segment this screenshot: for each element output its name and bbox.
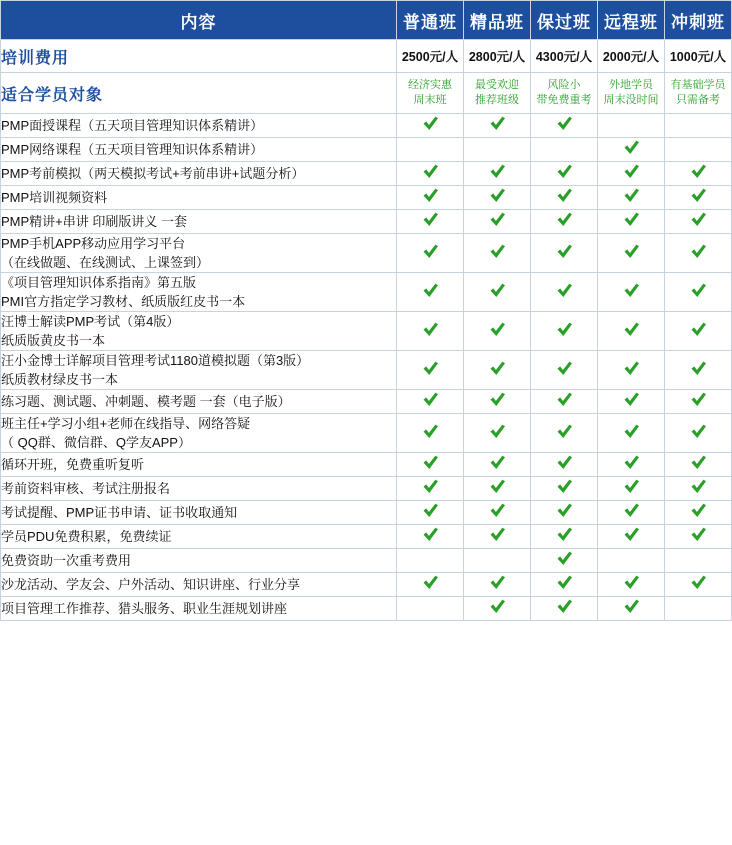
price-putong: 2500元/人 bbox=[397, 40, 464, 73]
feature-label bbox=[1, 477, 397, 501]
feature-label bbox=[1, 312, 397, 351]
feature-label bbox=[1, 414, 397, 453]
cell-included bbox=[397, 573, 464, 597]
check-icon bbox=[622, 573, 640, 591]
cell-included bbox=[464, 597, 531, 621]
check-icon bbox=[421, 390, 439, 408]
column-header-putong: 普通班 bbox=[397, 1, 464, 40]
check-icon bbox=[421, 453, 439, 471]
cell-included bbox=[531, 477, 598, 501]
feature-label-line: 汪博士解读PMP考试（第4版） bbox=[1, 314, 180, 329]
cell-included bbox=[598, 501, 665, 525]
check-icon bbox=[689, 210, 707, 228]
cell-included bbox=[464, 312, 531, 351]
cell-included bbox=[665, 414, 732, 453]
cell-included bbox=[531, 501, 598, 525]
feature-label bbox=[1, 597, 397, 621]
feature-label bbox=[1, 186, 397, 210]
cell-included bbox=[598, 312, 665, 351]
check-icon bbox=[689, 281, 707, 299]
header-row bbox=[1, 1, 732, 40]
check-icon bbox=[622, 242, 640, 260]
check-icon bbox=[689, 453, 707, 471]
cell-included bbox=[598, 138, 665, 162]
cell-empty bbox=[397, 549, 464, 573]
check-icon bbox=[488, 501, 506, 519]
table-row bbox=[1, 390, 732, 414]
column-header-chongci: 冲刺班 bbox=[665, 1, 732, 40]
cell-empty bbox=[665, 549, 732, 573]
feature-label-line: （ QQ群、微信群、Q学友APP） bbox=[1, 435, 191, 450]
feature-label-line: 免费资助一次重考费用 bbox=[1, 553, 132, 568]
audience-baoguo: 风险小 带免费重考 bbox=[531, 73, 598, 114]
price-row bbox=[1, 40, 732, 73]
audience-jingpin: 最受欢迎 推荐班级 bbox=[464, 73, 531, 114]
feature-label-line: （在线做题、在线测试、上课签到） bbox=[1, 255, 210, 270]
feature-label bbox=[1, 525, 397, 549]
cell-included bbox=[598, 573, 665, 597]
check-icon bbox=[689, 525, 707, 543]
check-icon bbox=[488, 573, 506, 591]
cell-included bbox=[598, 453, 665, 477]
cell-included bbox=[665, 210, 732, 234]
cell-empty bbox=[397, 138, 464, 162]
check-icon bbox=[689, 186, 707, 204]
cell-included bbox=[531, 549, 598, 573]
check-icon bbox=[622, 210, 640, 228]
cell-included bbox=[665, 234, 732, 273]
cell-included bbox=[531, 273, 598, 312]
check-icon bbox=[622, 525, 640, 543]
cell-included bbox=[665, 186, 732, 210]
cell-included bbox=[598, 234, 665, 273]
check-icon bbox=[555, 359, 573, 377]
cell-included bbox=[598, 351, 665, 390]
cell-included bbox=[397, 453, 464, 477]
feature-label bbox=[1, 162, 397, 186]
check-icon bbox=[555, 390, 573, 408]
column-header-jingpin: 精品班 bbox=[464, 1, 531, 40]
price-yuancheng: 2000元/人 bbox=[598, 40, 665, 73]
cell-included bbox=[464, 453, 531, 477]
check-icon bbox=[622, 453, 640, 471]
check-icon bbox=[555, 162, 573, 180]
check-icon bbox=[622, 162, 640, 180]
cell-included bbox=[397, 525, 464, 549]
feature-label-line: 练习题、测试题、冲刺题、模考题 一套（电子版） bbox=[1, 394, 291, 409]
feature-label-line: PMI官方指定学习教材、纸质版红皮书一本 bbox=[1, 294, 246, 309]
cell-included bbox=[464, 234, 531, 273]
cell-empty bbox=[665, 597, 732, 621]
cell-empty bbox=[464, 138, 531, 162]
price-baoguo: 4300元/人 bbox=[531, 40, 598, 73]
feature-label-line: PMP网络课程（五天项目管理知识体系精讲） bbox=[1, 142, 264, 157]
cell-included bbox=[665, 390, 732, 414]
cell-included bbox=[598, 210, 665, 234]
check-icon bbox=[622, 359, 640, 377]
cell-included bbox=[397, 234, 464, 273]
check-icon bbox=[421, 242, 439, 260]
feature-label bbox=[1, 351, 397, 390]
cell-empty bbox=[598, 114, 665, 138]
table-row bbox=[1, 312, 732, 351]
feature-label-line: 纸质版黄皮书一本 bbox=[1, 333, 106, 348]
audience-yuancheng: 外地学员 周末没时间 bbox=[598, 73, 665, 114]
cell-included bbox=[531, 210, 598, 234]
cell-empty bbox=[464, 549, 531, 573]
cell-included bbox=[464, 186, 531, 210]
cell-included bbox=[598, 414, 665, 453]
table-row bbox=[1, 597, 732, 621]
cell-included bbox=[464, 573, 531, 597]
feature-label bbox=[1, 210, 397, 234]
cell-included bbox=[665, 453, 732, 477]
check-icon bbox=[555, 186, 573, 204]
table-row bbox=[1, 525, 732, 549]
feature-label bbox=[1, 501, 397, 525]
cell-included bbox=[531, 312, 598, 351]
cell-included bbox=[531, 351, 598, 390]
check-icon bbox=[555, 320, 573, 338]
cell-included bbox=[397, 501, 464, 525]
table-row bbox=[1, 186, 732, 210]
cell-included bbox=[531, 234, 598, 273]
cell-included bbox=[665, 477, 732, 501]
cell-included bbox=[397, 186, 464, 210]
check-icon bbox=[421, 525, 439, 543]
cell-included bbox=[531, 414, 598, 453]
feature-label-line: 班主任+学习小组+老师在线指导、网络答疑 bbox=[1, 416, 251, 431]
check-icon bbox=[555, 525, 573, 543]
feature-label bbox=[1, 453, 397, 477]
cell-included bbox=[397, 351, 464, 390]
column-header-feature: 内容 bbox=[1, 1, 397, 40]
feature-label-line: PMP手机APP移动应用学习平台 bbox=[1, 236, 186, 251]
check-icon bbox=[421, 320, 439, 338]
table-row bbox=[1, 477, 732, 501]
table-row bbox=[1, 549, 732, 573]
check-icon bbox=[622, 501, 640, 519]
check-icon bbox=[421, 281, 439, 299]
check-icon bbox=[555, 422, 573, 440]
cell-included bbox=[397, 162, 464, 186]
cell-included bbox=[598, 273, 665, 312]
feature-label bbox=[1, 390, 397, 414]
feature-label bbox=[1, 549, 397, 573]
cell-included bbox=[397, 312, 464, 351]
feature-label bbox=[1, 138, 397, 162]
table-row bbox=[1, 351, 732, 390]
cell-included bbox=[665, 573, 732, 597]
check-icon bbox=[488, 477, 506, 495]
cell-included bbox=[464, 525, 531, 549]
check-icon bbox=[555, 501, 573, 519]
check-icon bbox=[421, 186, 439, 204]
cell-empty bbox=[665, 138, 732, 162]
cell-included bbox=[531, 390, 598, 414]
cell-included bbox=[531, 597, 598, 621]
check-icon bbox=[689, 162, 707, 180]
table-body bbox=[1, 40, 732, 621]
feature-label bbox=[1, 573, 397, 597]
check-icon bbox=[555, 242, 573, 260]
feature-label bbox=[1, 114, 397, 138]
cell-included bbox=[665, 501, 732, 525]
audience-row-label: 适合学员对象 bbox=[1, 73, 397, 114]
check-icon bbox=[421, 162, 439, 180]
check-icon bbox=[689, 573, 707, 591]
check-icon bbox=[488, 422, 506, 440]
cell-included bbox=[464, 273, 531, 312]
table-row bbox=[1, 210, 732, 234]
check-icon bbox=[421, 359, 439, 377]
cell-included bbox=[464, 390, 531, 414]
check-icon bbox=[689, 501, 707, 519]
table-row bbox=[1, 138, 732, 162]
check-icon bbox=[421, 422, 439, 440]
check-icon bbox=[555, 114, 573, 132]
check-icon bbox=[689, 390, 707, 408]
cell-included bbox=[531, 162, 598, 186]
check-icon bbox=[689, 242, 707, 260]
cell-included bbox=[464, 210, 531, 234]
audience-row bbox=[1, 73, 732, 114]
cell-included bbox=[665, 162, 732, 186]
feature-label-line: 项目管理工作推荐、猎头服务、职业生涯规划讲座 bbox=[1, 601, 288, 616]
check-icon bbox=[555, 549, 573, 567]
cell-included bbox=[598, 597, 665, 621]
check-icon bbox=[488, 453, 506, 471]
feature-label-line: 考试提醒、PMP证书申请、证书收取通知 bbox=[1, 505, 238, 520]
feature-label bbox=[1, 234, 397, 273]
price-jingpin: 2800元/人 bbox=[464, 40, 531, 73]
check-icon bbox=[488, 390, 506, 408]
cell-included bbox=[531, 186, 598, 210]
audience-putong: 经济实惠 周末班 bbox=[397, 73, 464, 114]
cell-included bbox=[397, 477, 464, 501]
feature-label-line: PMP培训视频资料 bbox=[1, 190, 108, 205]
cell-included bbox=[598, 162, 665, 186]
check-icon bbox=[689, 359, 707, 377]
check-icon bbox=[689, 477, 707, 495]
column-header-yuancheng: 远程班 bbox=[598, 1, 665, 40]
audience-chongci: 有基础学员 只需备考 bbox=[665, 73, 732, 114]
table-row bbox=[1, 234, 732, 273]
cell-included bbox=[598, 477, 665, 501]
cell-included bbox=[665, 351, 732, 390]
check-icon bbox=[488, 114, 506, 132]
cell-empty bbox=[598, 549, 665, 573]
check-icon bbox=[555, 281, 573, 299]
cell-included bbox=[397, 273, 464, 312]
feature-label-line: PMP精讲+串讲 印刷版讲义 一套 bbox=[1, 214, 187, 229]
check-icon bbox=[488, 162, 506, 180]
check-icon bbox=[622, 477, 640, 495]
check-icon bbox=[488, 281, 506, 299]
cell-included bbox=[464, 501, 531, 525]
cell-included bbox=[531, 573, 598, 597]
cell-included bbox=[397, 210, 464, 234]
cell-included bbox=[464, 114, 531, 138]
cell-included bbox=[665, 273, 732, 312]
cell-included bbox=[531, 114, 598, 138]
table-header bbox=[1, 1, 732, 40]
feature-label-line: 学员PDU免费积累，免费续证 bbox=[1, 529, 172, 544]
table-row bbox=[1, 573, 732, 597]
check-icon bbox=[622, 390, 640, 408]
cell-empty bbox=[531, 138, 598, 162]
check-icon bbox=[488, 210, 506, 228]
check-icon bbox=[622, 422, 640, 440]
check-icon bbox=[622, 597, 640, 615]
cell-included bbox=[665, 525, 732, 549]
feature-label-line: 考前资料审核、考试注册报名 bbox=[1, 481, 171, 496]
cell-included bbox=[464, 477, 531, 501]
cell-included bbox=[598, 186, 665, 210]
feature-label-line: PMP考前模拟（两天模拟考试+考前串讲+试题分析） bbox=[1, 166, 305, 181]
feature-label bbox=[1, 273, 397, 312]
feature-label-line: 循环开班，免费重听复听 bbox=[1, 457, 145, 472]
cell-included bbox=[598, 525, 665, 549]
feature-label-line: 汪小金博士详解项目管理考试1180道模拟题（第3版） bbox=[1, 353, 310, 368]
column-header-baoguo: 保过班 bbox=[531, 1, 598, 40]
price-chongci: 1000元/人 bbox=[665, 40, 732, 73]
check-icon bbox=[488, 242, 506, 260]
table-row bbox=[1, 453, 732, 477]
table-row bbox=[1, 273, 732, 312]
check-icon bbox=[689, 422, 707, 440]
cell-included bbox=[531, 525, 598, 549]
check-icon bbox=[622, 320, 640, 338]
cell-included bbox=[397, 114, 464, 138]
cell-included bbox=[531, 453, 598, 477]
check-icon bbox=[421, 210, 439, 228]
check-icon bbox=[689, 320, 707, 338]
feature-label-line: 沙龙活动、学友会、户外活动、知识讲座、行业分享 bbox=[1, 577, 301, 592]
check-icon bbox=[622, 281, 640, 299]
check-icon bbox=[488, 186, 506, 204]
cell-included bbox=[464, 162, 531, 186]
check-icon bbox=[555, 453, 573, 471]
cell-empty bbox=[665, 114, 732, 138]
check-icon bbox=[555, 573, 573, 591]
check-icon bbox=[555, 597, 573, 615]
check-icon bbox=[555, 210, 573, 228]
cell-included bbox=[464, 351, 531, 390]
check-icon bbox=[421, 477, 439, 495]
cell-included bbox=[397, 390, 464, 414]
feature-label-line: PMP面授课程（五天项目管理知识体系精讲） bbox=[1, 118, 264, 133]
cell-included bbox=[598, 390, 665, 414]
cell-included bbox=[464, 414, 531, 453]
check-icon bbox=[488, 525, 506, 543]
cell-included bbox=[665, 312, 732, 351]
check-icon bbox=[488, 597, 506, 615]
table-row bbox=[1, 414, 732, 453]
check-icon bbox=[421, 114, 439, 132]
feature-label-line: 《项目管理知识体系指南》第五版 bbox=[1, 275, 197, 290]
table-row bbox=[1, 162, 732, 186]
check-icon bbox=[421, 501, 439, 519]
feature-label-line: 纸质教材绿皮书一本 bbox=[1, 372, 119, 387]
cell-empty bbox=[397, 597, 464, 621]
check-icon bbox=[488, 320, 506, 338]
check-icon bbox=[622, 186, 640, 204]
table-row bbox=[1, 114, 732, 138]
check-icon bbox=[555, 477, 573, 495]
check-icon bbox=[488, 359, 506, 377]
cell-included bbox=[397, 414, 464, 453]
price-row-label: 培训费用 bbox=[1, 40, 397, 73]
check-icon bbox=[622, 138, 640, 156]
check-icon bbox=[421, 573, 439, 591]
table-row bbox=[1, 501, 732, 525]
